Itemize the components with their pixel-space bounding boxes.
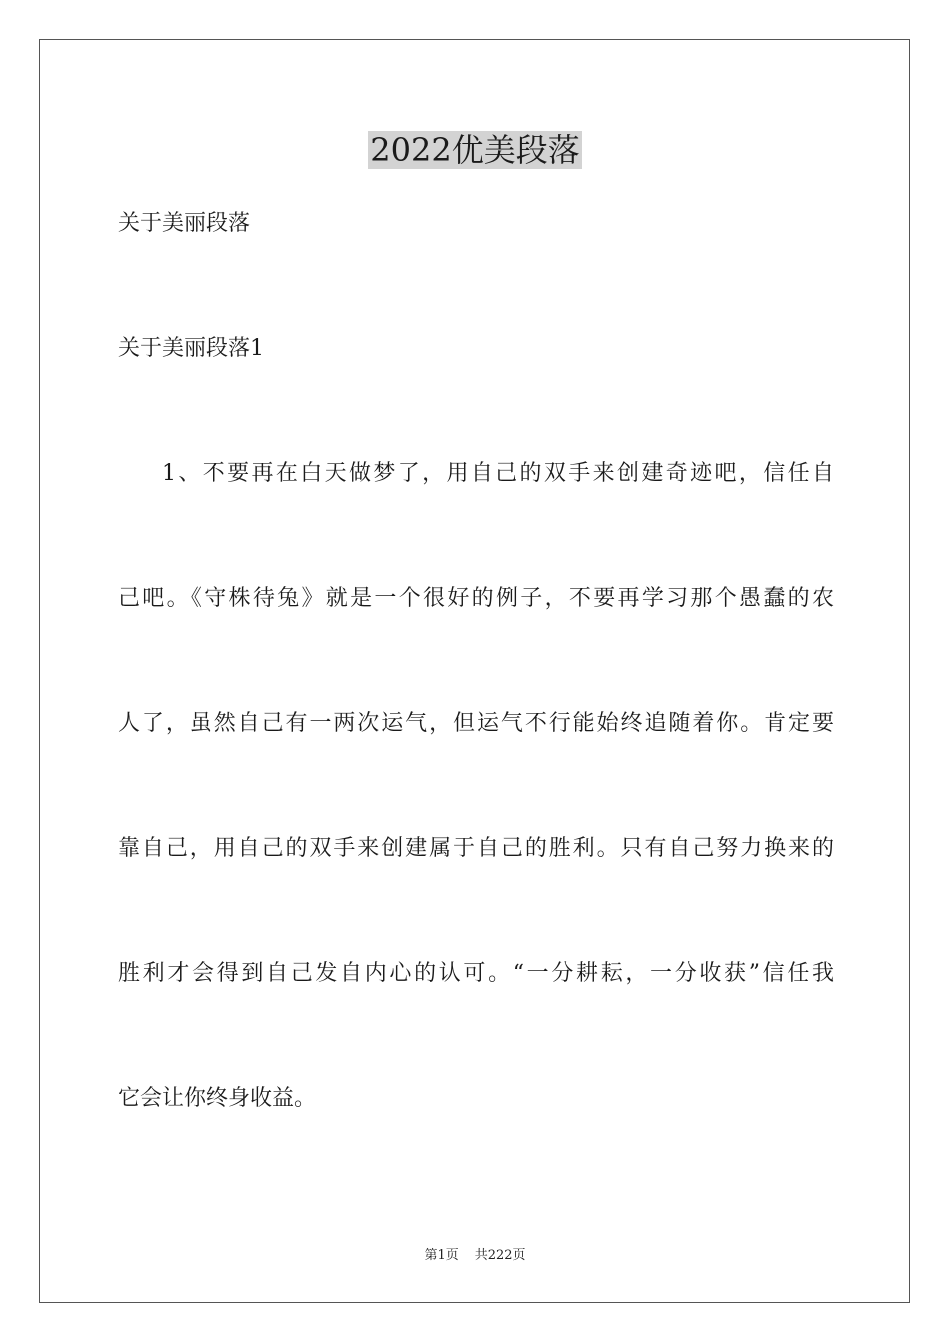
paragraph-line: 己吧。《守株待兔》就是一个很好的例子，不要再学习那个愚蠢的农	[118, 586, 834, 611]
paragraph-line: 靠自己，用自己的双手来创建属于自己的胜利。只有自己努力换来的	[118, 836, 834, 861]
paragraph-line: 人了，虽然自己有一两次运气，但运气不行能始终追随着你。肯定要	[118, 711, 834, 736]
section-heading: 关于美丽段落	[118, 211, 251, 236]
page-footer	[0, 1247, 950, 1265]
paragraph-line: 1、不要再在白天做梦了，用自己的双手来创建奇迹吧，信任自	[162, 461, 834, 486]
page-number-current: 第1页	[424, 1248, 459, 1263]
section-subheading: 关于美丽段落1	[118, 336, 264, 361]
page-number-total: 共222页	[474, 1248, 526, 1263]
paragraph-line: 它会让你终身收益。	[118, 1086, 317, 1111]
document-title-text: 2022优美段落	[370, 131, 580, 169]
paragraph-line: 胜利才会得到自己发自内心的认可。“一分耕耘，一分收获”信任我	[118, 961, 834, 986]
document-title	[0, 124, 950, 176]
